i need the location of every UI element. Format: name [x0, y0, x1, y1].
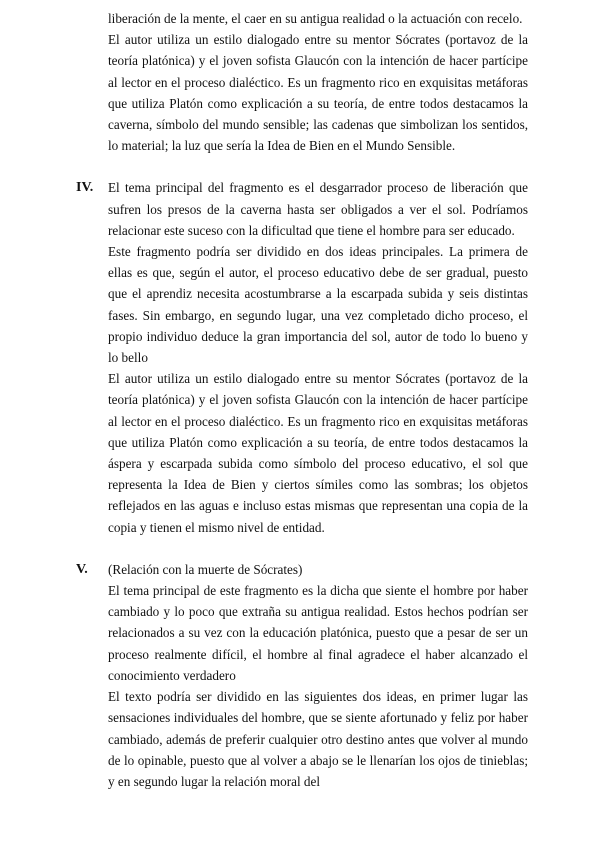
section-subtitle: (Relación con la muerte de Sócrates) [108, 561, 303, 577]
paragraph: El tema principal del fragmento es el desgarrador proceso de liberación que sufren los presos de la caverna hasta ser obligados a ver el sol. Podríamos relacionar este suceso con la dificultad que tiene el hombre para ser educado. [108, 180, 528, 238]
paragraph: liberación de la mente, el caer en su antigua realidad o la actuación con recelo. [108, 11, 523, 26]
section-iv [76, 177, 528, 537]
paragraph: El tema principal de este fragmento es la dicha que siente el hombre por haber cambiado y lo poco que extraña su antigua realidad. Estos hechos podrían ser relacionados a su vez con la educación platónica, puesto que a pesar de ser un proceso realmente difícil, el hombre al final agradece el haber alcanzado el conocimiento verdadero [108, 583, 528, 683]
paragraph: El autor utiliza un estilo dialogado entre su mentor Sócrates (portavoz de la teoría platónica) y el joven sofista Glaucón con la intención de hacer partícipe al lector en el proceso dialéctico. Es un fragmento rico en exquisitas metáforas que utiliza Platón como explicación a su teoría, de entre todos destacamos la caverna, símbolo del mundo sensible; las cadenas que simbolizan los sentidos, lo material; la luz que sería la Idea de Bien en el Mundo Sensible. [108, 32, 528, 154]
paragraph: Este fragmento podría ser dividido en dos ideas principales. La primera de ellas es que, según el autor, el proceso educativo debe de ser gradual, puesto que el aprendiz necesita acostumbrarse a la escarpada subida y seis distintas fases. Sin embargo, en segundo lugar, una vez completado dicho proceso, el propio individuo deduce la gran importancia del sol, autor de todo lo bueno y lo bello [108, 244, 528, 366]
paragraph: El autor utiliza un estilo dialogado entre su mentor Sócrates (portavoz de la teoría platónica) y el joven sofista Glaucón con la intención de hacer partícipe al lector en el proceso dialéctico. Es un fragmento rico en exquisitas metáforas que utiliza Platón como explicación a su teoría, de entre todos destacamos la áspera y escarpada subida como símbolo del proceso educativo, el sol que representa la Idea de Bien y ciertos símiles como las sombras; los objetos reflejados en las aguas e incluso estas mismas que representan una copia de la copia y tienen el mismo nivel de entidad. [108, 371, 528, 535]
section-spacer [108, 156, 528, 177]
section-number: V. [76, 561, 88, 577]
section-number: IV. [76, 180, 94, 196]
section-continuation [108, 8, 528, 156]
section-v [76, 559, 528, 792]
section-spacer [108, 538, 528, 559]
paragraph: El texto podría ser dividido en las siguientes dos ideas, en primer lugar las sensaciones individuales del hombre, que se siente afortunado y feliz por haber cambiado, además de preferir cualquier otro destino antes que volver al mundo de lo opinable, puesto que al volver a abajo se le llenarían los ojos de tinieblas; y en segundo lugar la relación moral del [108, 689, 528, 789]
